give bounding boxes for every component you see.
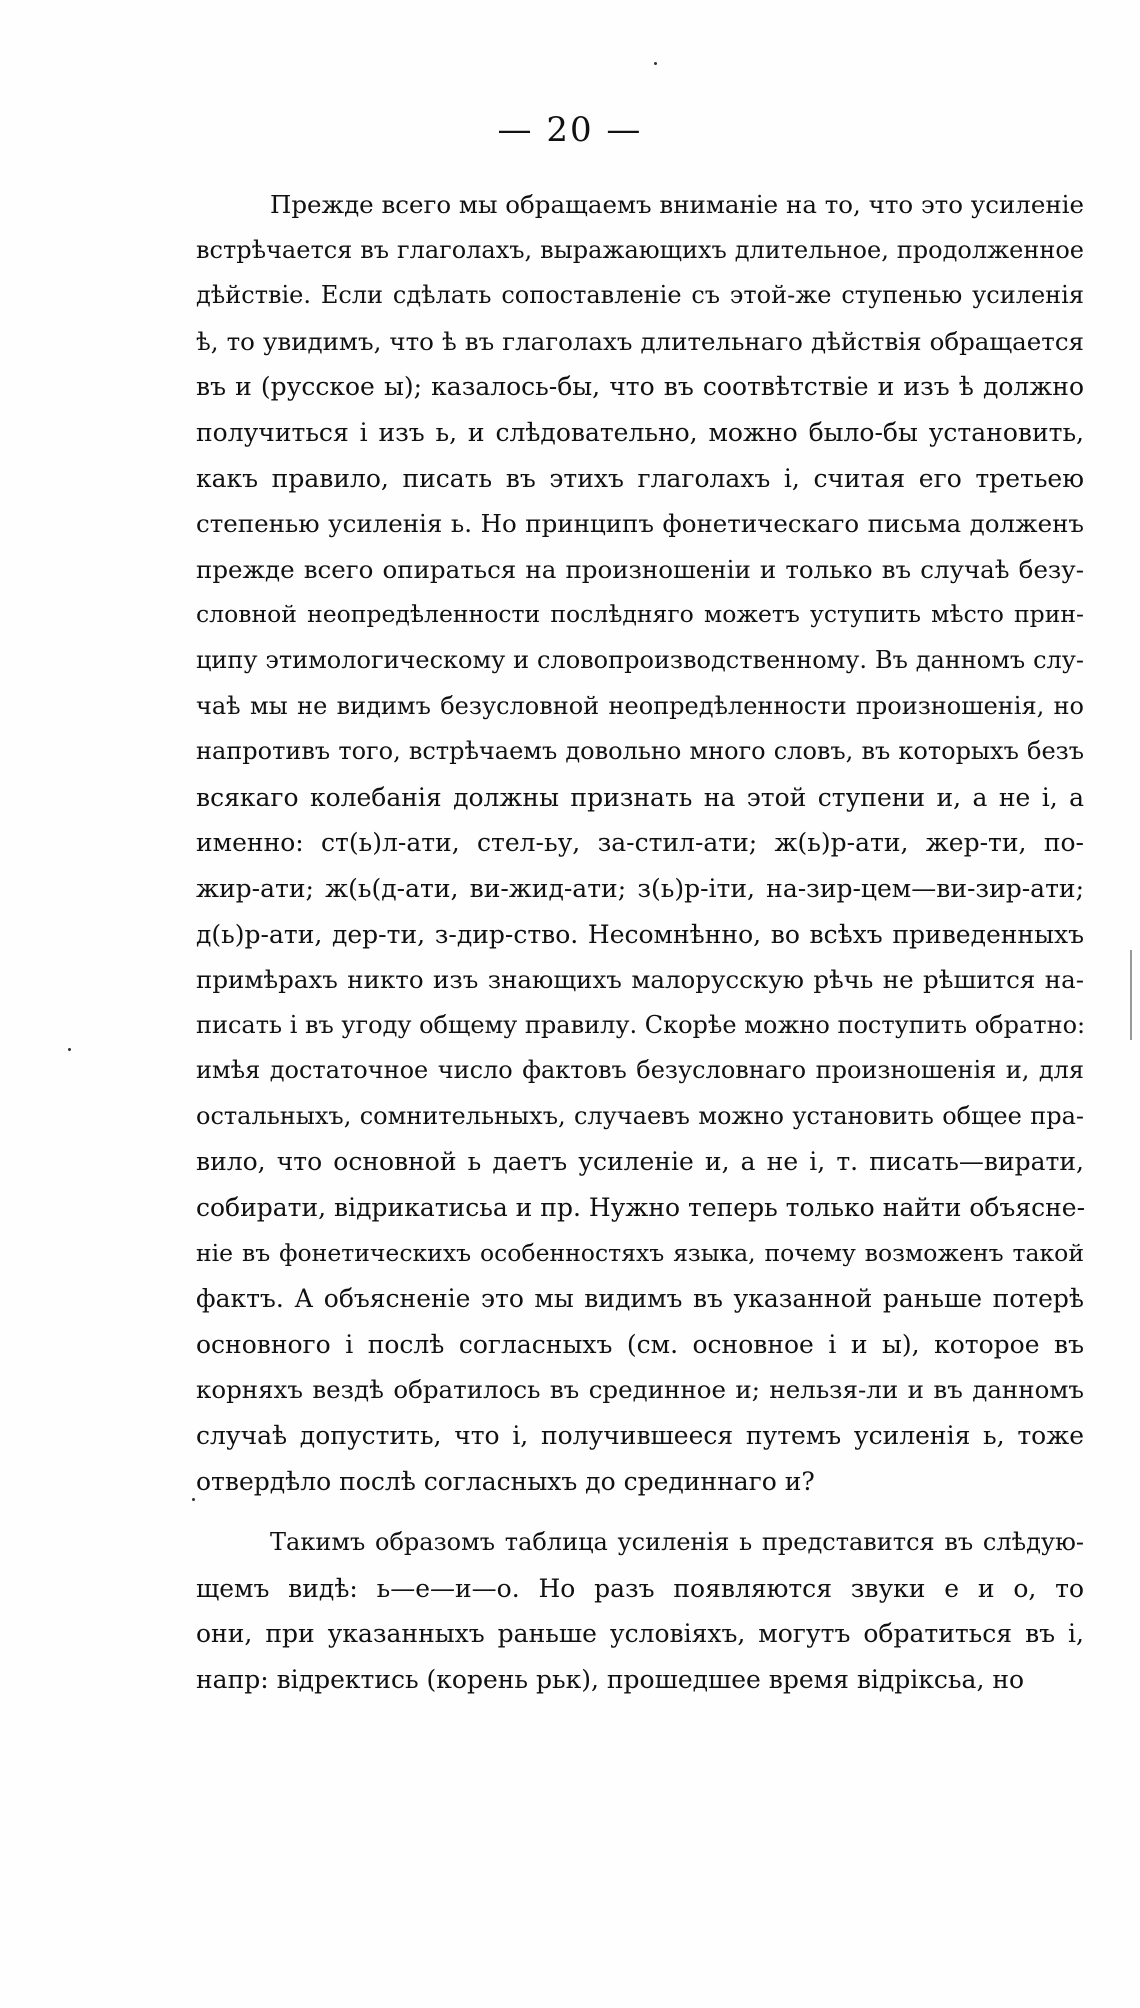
scan-speck — [192, 1498, 195, 1501]
text-line: фактъ. А объясненіе это мы видимъ въ указанной раньше потерѣ — [196, 1284, 1084, 1314]
text-line: собирати, відрикатисьа и пр. Нужно теперь только найти объясне- — [196, 1193, 1086, 1223]
text-line: въ и (русское ы); казалось-бы, что въ соотвѣтствіе и изъ ѣ должно — [196, 372, 1084, 402]
text-line: корняхъ вездѣ обратилось въ срединное и; нельзя-ли и въ данномъ — [196, 1375, 1084, 1405]
text-line: какъ правило, писать въ этихъ глаголахъ і, считая его третьею — [196, 463, 1084, 493]
text-line: напротивъ того, встрѣчаемъ довольно много словъ, въ которыхъ безъ — [196, 737, 1084, 766]
text-line: ніе въ фонетическихъ особенностяхъ языка, почему возможенъ такой — [196, 1238, 1084, 1267]
text-line: ѣ, то увидимъ, что ѣ въ глаголахъ длительнаго дѣйствія обращается — [196, 326, 1084, 356]
text-line: вило, что основной ь даетъ усиленіе и, а не і, т. писать—вирати, — [196, 1147, 1084, 1177]
text-line: встрѣчается въ глаголахъ, выражающихъ длительное, продолженное — [196, 235, 1084, 264]
text-line: прежде всего опираться на произношеніи и только въ случаѣ безу- — [196, 554, 1084, 584]
text-line: имѣя достаточное число фактовъ безусловнаго произношенія и, для — [196, 1056, 1084, 1085]
text-line: щемъ видѣ: ь—е—и—о. Но разъ появляются звуки е и о, то — [196, 1573, 1084, 1603]
text-line: Прежде всего мы обращаемъ вниманіе на то, что это усиленіе — [270, 190, 1084, 219]
text-line: д(ь)р-ати, дер-ти, з-дир-ство. Несомнѣнно, во всѣхъ приведенныхъ — [196, 919, 1084, 949]
text-line: Такимъ образомъ таблица усиленія ь представится въ слѣдую- — [270, 1528, 1084, 1556]
scan-speck — [68, 1048, 71, 1051]
page-number: — 20 — — [497, 110, 643, 150]
text-line: отвердѣло послѣ согласныхъ до срединнаго и? — [196, 1466, 815, 1496]
text-line: всякаго колебанія должны признать на этой ступени и, а не і, а — [196, 782, 1084, 812]
text-line: степенью усиленія ь. Но принципъ фонетическаго письма долженъ — [196, 509, 1084, 539]
scan-edge-mark — [1130, 950, 1132, 1040]
text-line: напр: відректись (корень рьк), прошедшее время відріксьа, но — [196, 1664, 1025, 1694]
text-line: основного і послѣ согласныхъ (см. основное і и ы), которое въ — [196, 1329, 1084, 1359]
text-line: они, при указанныхъ раньше условіяхъ, могутъ обратиться въ і, — [196, 1619, 1084, 1649]
text-line: остальныхъ, сомнительныхъ, случаевъ можно установить общее пра- — [196, 1101, 1084, 1130]
paragraph-1 — [196, 182, 1084, 1504]
scan-speck — [654, 62, 657, 65]
text-line: словной неопредѣленности послѣдняго можетъ уступить мѣсто прин- — [196, 600, 1084, 629]
paragraph-2 — [196, 1520, 1084, 1702]
text-line: ципу этимологическому и словопроизводственному. Въ данномъ слу- — [196, 645, 1084, 674]
text-line: чаѣ мы не видимъ безусловной неопредѣленности произношенія, но — [196, 691, 1084, 720]
text-line: писать і въ угоду общему правилу. Скорѣе можно поступить обратно: — [196, 1010, 1086, 1039]
text-line: примѣрахъ никто изъ знающихъ малорусскую рѣчь не рѣшится на- — [196, 965, 1084, 995]
text-line: получиться і изъ ь, и слѣдовательно, можно было-бы установить, — [196, 417, 1084, 447]
text-line: жир-ати; ж(ь(д-ати, ви-жид-ати; з(ь)р-іти, на-зир-цем—ви-зир-ати; — [196, 873, 1084, 903]
text-line: случаѣ допустить, что і, получившееся путемъ усиленія ь, тоже — [196, 1421, 1084, 1451]
text-line: дѣйствіе. Если сдѣлать сопоставленіе съ этой-же ступенью усиленія — [196, 281, 1084, 310]
text-line: именно: ст(ь)л-ати, стел-ьу, за-стил-ати; ж(ь)р-ати, жер-ти, по- — [196, 828, 1084, 858]
